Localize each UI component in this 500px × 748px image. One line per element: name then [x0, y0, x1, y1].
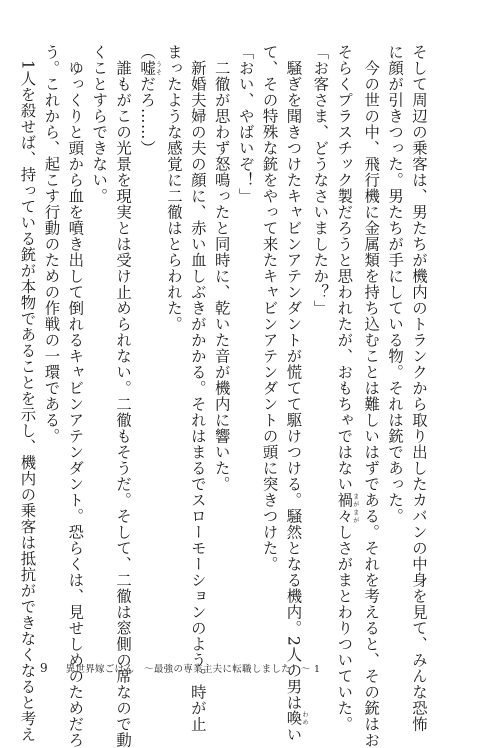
page-number: 9 [40, 661, 48, 675]
page-footer [40, 658, 320, 678]
text-line: ゆっくりと頭から血を噴き出して倒れるキャビンアテンダント。恐らくは、見せしめのためだろ [66, 44, 85, 748]
text-line: （嘘うそだろ……） [138, 44, 162, 156]
text-line: 新婚夫婦の夫の顔に、赤い血しぶきがかかる。それはまるでスローモーションのよう。時が止 [188, 44, 207, 732]
text-line: 誰もがこの光景を現実とは受け止められない。二徹もそうだ。そして、二徹は窓側の席なので動 [114, 44, 133, 748]
text-line: そして周辺の乗客は、男たちが機内のトランクから取り出したカバンの中身を見て、みんな恐怖 [410, 44, 428, 732]
text-line: 1人を殺せば、持っている銃が本物であることを示し、機内の乗客は抵抗ができなくなると考え [18, 44, 37, 743]
furigana-word: 嘘うそ [138, 60, 162, 76]
text-line: て、その特殊な銃をやって来たキャビンアテンダントの頭に突きつけた。 [260, 44, 279, 572]
text-line: まったような感覚に二徹はとらわれた。 [164, 44, 183, 332]
text-line: 「お客さま、どうなさいましたか？」 [311, 44, 330, 316]
furigana-word: 禍々まがまが [335, 492, 359, 524]
text-line: くことすらできない。 [90, 44, 109, 204]
text-line: 「おい、やばいぞ！」 [236, 44, 255, 204]
text-line: 騒ぎを聞きつけたキャビンアテンダントが慌てて駆けつける。騒然となる機内。2人の男は喚わめい [284, 44, 308, 743]
text-line: に顔が引きつった。男たちが手にしている物。それは銃であった。 [386, 44, 405, 524]
text-line: そらくプラスチック製だろうと思われたが、おもちゃではない禍々まがまがしさがまとわりついていた。 [335, 44, 359, 732]
running-title: 異世界嫁ごはん ～最強の専業主夫に転職しました！～ 1 [65, 664, 321, 675]
text-line: 二徹が思わず怒鳴ったと同時に、乾いた音が機内に響いた。 [212, 44, 231, 492]
text-line: 今の世の中、飛行機に金属類を持ち込むことは難しいはずである。それを考えると、その銃はお [362, 44, 381, 748]
furigana-word: 喚わめ [284, 710, 308, 727]
text-line: う。これから、起こす行動のための作戦の一環である。 [42, 44, 61, 444]
